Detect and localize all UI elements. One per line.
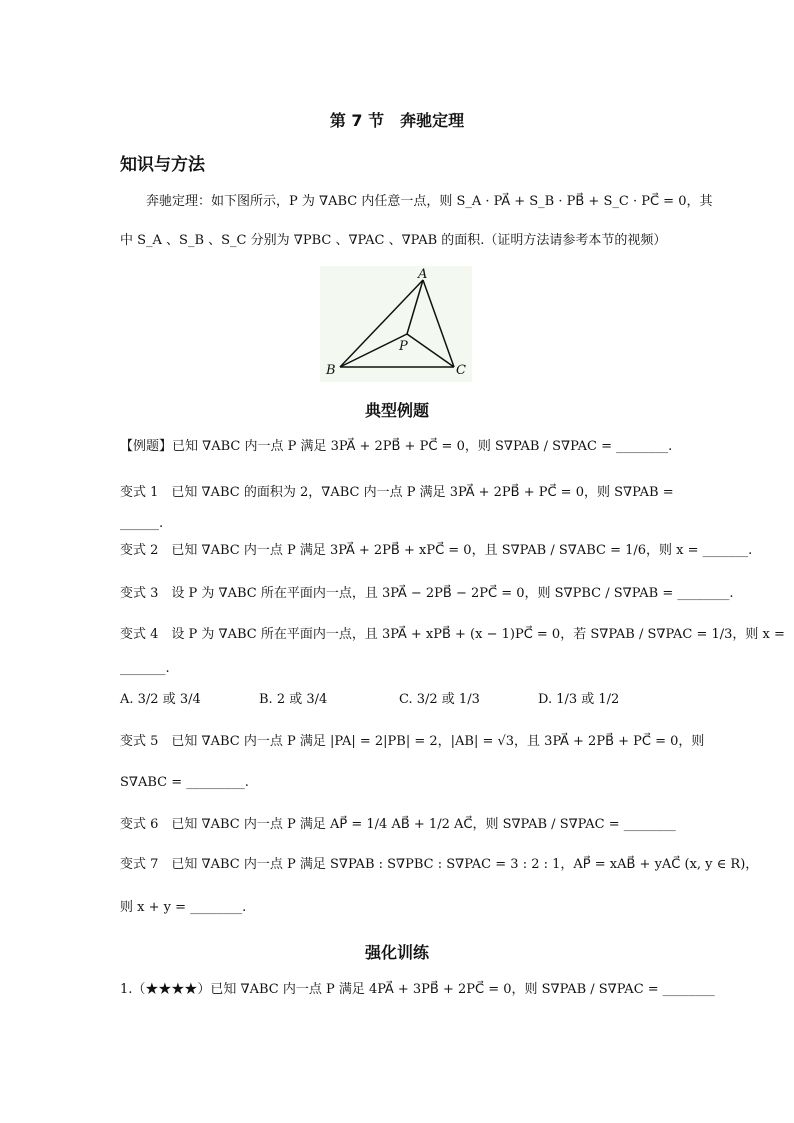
variant-6: 变式 6 已知 ∇ABC 内一点 P 满足 AP⃗ = 1/4 AB⃗ + 1/2 AC⃗，则 S∇PAB / S∇PAC = ________ (120, 817, 676, 832)
example-main: 【例题】已知 ∇ABC 内一点 P 满足 3PA⃗ + 2PB⃗ + PC⃗ = 0，则 S∇PAB / S∇PAC = ________. (120, 439, 673, 454)
variant-7-line-2: 则 x + y = ________. (120, 900, 247, 915)
section-title: 第 7 节 奔驰定理 (329, 111, 465, 130)
point-label-p: P (399, 339, 408, 354)
vertex-label-a: A (418, 267, 428, 282)
theorem-line-2: 中 S_A 、S_B 、S_C 分别为 ∇PBC 、∇PAC 、∇PAB 的面积.（证明方法请参考本节的视频） (120, 233, 667, 248)
theorem-line-1: 奔驰定理：如下图所示，P 为 ∇ABC 内任意一点，则 S_A · PA⃗ + S_B · PB⃗ + S_C · PC⃗ = 0，其 (146, 194, 713, 209)
variant-2: 变式 2 已知 ∇ABC 内一点 P 满足 3PA⃗ + 2PB⃗ + xPC⃗ = 0，且 S∇PAB / S∇ABC = 1/6，则 x = _______. (120, 543, 753, 558)
variant-1-line-2: ______. (120, 516, 164, 531)
vertex-label-c: C (456, 363, 466, 378)
variant-4-line-2: _______. (120, 661, 170, 676)
vertex-label-b: B (326, 363, 336, 378)
variant-7-line-1: 变式 7 已知 ∇ABC 内一点 P 满足 S∇PAB : S∇PBC : S∇PAC = 3 : 2 : 1，AP⃗ = xAB⃗ + yAC⃗ (x, y ∈ R)， (120, 857, 759, 872)
choice-a: A. 3/2 或 3/4 (120, 692, 201, 707)
triangle-figure (320, 266, 472, 382)
training-heading: 强化训练 (364, 943, 429, 962)
choice-c: C. 3/2 或 1/3 (399, 692, 480, 707)
variant-5-line-2: S∇ABC = _________. (120, 775, 249, 790)
segment-pc (407, 334, 454, 367)
examples-heading: 典型例题 (364, 401, 429, 420)
variant-3: 变式 3 设 P 为 ∇ABC 所在平面内一点，且 3PA⃗ − 2PB⃗ − 2PC⃗ = 0，则 S∇PBC / S∇PAB = ________. (120, 586, 734, 601)
variant-1-line-1: 变式 1 已知 ∇ABC 的面积为 2，∇ABC 内一点 P 满足 3PA⃗ + 2PB⃗ + PC⃗ = 0，则 S∇PAB = (120, 485, 674, 500)
edge-ac (423, 280, 454, 367)
knowledge-heading: 知识与方法 (120, 155, 205, 175)
choice-b: B. 2 或 3/4 (259, 692, 328, 707)
variant-4-line-1: 变式 4 设 P 为 ∇ABC 所在平面内一点，且 3PA⃗ + xPB⃗ + (x − 1)PC⃗ = 0，若 S∇PAB / S∇PAC = 1/3，则 x = (120, 627, 785, 642)
segment-pb (340, 334, 407, 367)
training-problem-1: 1.（★★★★）已知 ∇ABC 内一点 P 满足 4PA⃗ + 3PB⃗ + 2PC⃗ = 0，则 S∇PAB / S∇PAC = ________ (120, 982, 715, 997)
triangle-diagram (320, 266, 472, 382)
variant-5-line-1: 变式 5 已知 ∇ABC 内一点 P 满足 |PA| = 2|PB| = 2，|AB| = √3，且 3PA⃗ + 2PB⃗ + PC⃗ = 0，则 (120, 734, 705, 749)
choice-d: D. 1/3 或 1/2 (538, 692, 620, 707)
